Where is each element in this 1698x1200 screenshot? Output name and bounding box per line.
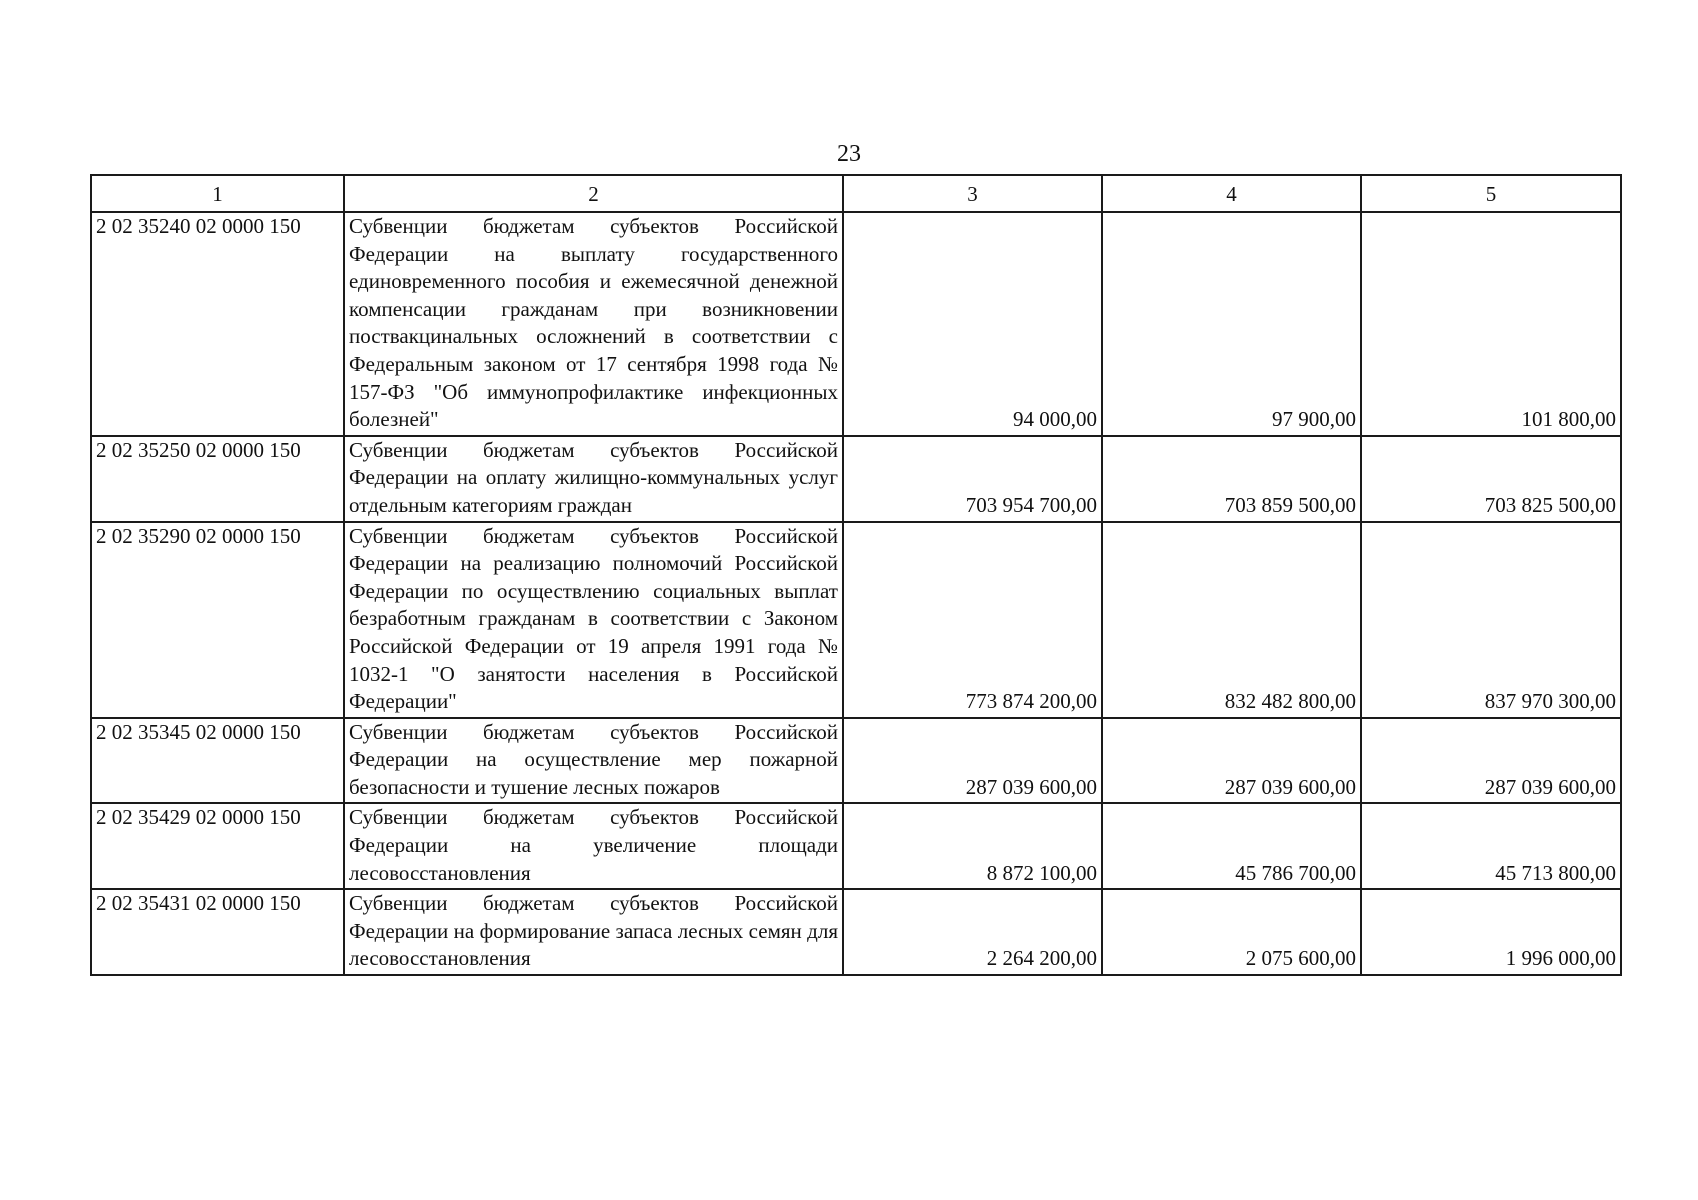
row-description: Субвенции бюджетам субъектов Российской Федерации на выплату государственного единовременного пособия и ежемесячной денежной компенсации гражданам при возникновении поствакцинальных осложнений в соответствии с Федеральным законом от 17 сентября 1998 года № 157-ФЗ "Об иммунопрофилактике инфекционных болезней" (344, 212, 843, 436)
header-col-4: 4 (1102, 175, 1361, 212)
table-row (91, 803, 1621, 889)
header-col-1: 1 (91, 175, 344, 212)
row-value-col3: 8 872 100,00 (843, 803, 1102, 889)
row-code: 2 02 35429 02 0000 150 (91, 803, 344, 889)
row-code: 2 02 35240 02 0000 150 (91, 212, 344, 436)
row-value-col4: 97 900,00 (1102, 212, 1361, 436)
row-value-col3: 94 000,00 (843, 212, 1102, 436)
row-value-col4: 832 482 800,00 (1102, 522, 1361, 718)
row-value-col5: 837 970 300,00 (1361, 522, 1621, 718)
row-description: Субвенции бюджетам субъектов Российской Федерации на увеличение площади лесовосстановления (344, 803, 843, 889)
table-row (91, 718, 1621, 804)
table-row (91, 436, 1621, 522)
row-code: 2 02 35345 02 0000 150 (91, 718, 344, 804)
header-col-5: 5 (1361, 175, 1621, 212)
header-col-3: 3 (843, 175, 1102, 212)
row-value-col5: 287 039 600,00 (1361, 718, 1621, 804)
row-value-col3: 2 264 200,00 (843, 889, 1102, 975)
row-value-col4: 287 039 600,00 (1102, 718, 1361, 804)
budget-table (90, 174, 1622, 976)
row-value-col4: 703 859 500,00 (1102, 436, 1361, 522)
table-row (91, 212, 1621, 436)
row-value-col3: 287 039 600,00 (843, 718, 1102, 804)
row-value-col4: 45 786 700,00 (1102, 803, 1361, 889)
row-description: Субвенции бюджетам субъектов Российской Федерации на оплату жилищно-коммунальных услуг отдельным категориям граждан (344, 436, 843, 522)
row-description: Субвенции бюджетам субъектов Российской Федерации на осуществление мер пожарной безопасности и тушение лесных пожаров (344, 718, 843, 804)
page-number: 23 (837, 141, 861, 167)
row-value-col5: 45 713 800,00 (1361, 803, 1621, 889)
table-row (91, 522, 1621, 718)
row-description: Субвенции бюджетам субъектов Российской Федерации на реализацию полномочий Российской Федерации по осуществлению социальных выплат безработным гражданам в соответствии с Законом Российской Федерации от 19 апреля 1991 года № 1032-1 "О занятости населения в Российской Федерации" (344, 522, 843, 718)
row-description: Субвенции бюджетам субъектов Российской Федерации на формирование запаса лесных семян для лесовосстановления (344, 889, 843, 975)
row-value-col3: 773 874 200,00 (843, 522, 1102, 718)
table-row (91, 889, 1621, 975)
row-code: 2 02 35290 02 0000 150 (91, 522, 344, 718)
row-value-col4: 2 075 600,00 (1102, 889, 1361, 975)
row-code: 2 02 35431 02 0000 150 (91, 889, 344, 975)
row-code: 2 02 35250 02 0000 150 (91, 436, 344, 522)
row-value-col3: 703 954 700,00 (843, 436, 1102, 522)
header-row (91, 175, 1621, 212)
row-value-col5: 1 996 000,00 (1361, 889, 1621, 975)
row-value-col5: 703 825 500,00 (1361, 436, 1621, 522)
header-col-2: 2 (344, 175, 843, 212)
row-value-col5: 101 800,00 (1361, 212, 1621, 436)
